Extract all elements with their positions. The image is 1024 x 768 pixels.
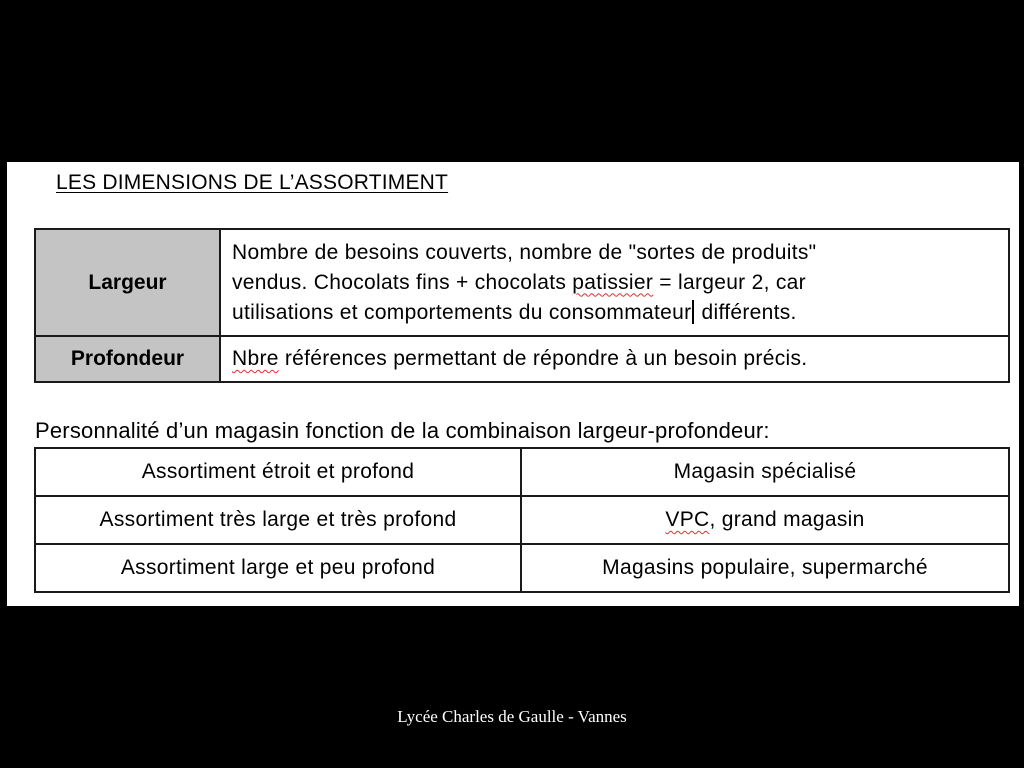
definition-largeur-line-2-start: vendus. Chocolats fins + chocolats	[232, 270, 573, 294]
term-profondeur: Profondeur	[35, 336, 220, 382]
definition-largeur-line-3	[232, 298, 1000, 328]
combination-table	[34, 447, 1010, 593]
combination-row	[35, 496, 1009, 544]
assortment-cell: Assortiment large et peu profond	[35, 544, 521, 592]
definition-largeur-line-3-end: différents.	[695, 300, 797, 324]
definition-largeur-line-1: Nombre de besoins couverts, nombre de "sortes de produits"	[232, 240, 817, 264]
document-image	[7, 162, 1019, 606]
slide-footer: Lycée Charles de Gaulle - Vannes	[397, 707, 627, 726]
dimensions-table	[34, 228, 1010, 383]
term-largeur: Largeur	[35, 229, 220, 336]
combination-row	[35, 544, 1009, 592]
assortment-cell: Assortiment très large et très profond	[35, 496, 521, 544]
assortment-cell: Assortiment étroit et profond	[35, 448, 521, 496]
spellcheck-word-nbre: Nbre	[232, 347, 279, 370]
combination-heading: Personnalité d’un magasin fonction de la combinaison largeur-profondeur:	[35, 418, 770, 443]
spellcheck-word-patissier: patissier	[572, 270, 654, 294]
definition-largeur-line-3-start: utilisations et comportements du consommateur	[232, 300, 692, 324]
combination-row	[35, 448, 1009, 496]
store-type-rest: , grand magasin	[709, 508, 865, 531]
definition-profondeur-rest: références permettant de répondre à un besoin précis.	[278, 347, 808, 370]
definition-largeur	[220, 229, 1009, 336]
spellcheck-word-vpc: VPC	[665, 508, 710, 531]
slide-title: LES DIMENSIONS DE L’ASSORTIMENT	[56, 171, 449, 194]
store-type-cell	[521, 496, 1009, 544]
definition-profondeur	[220, 336, 1009, 382]
store-type-cell: Magasins populaire, supermarché	[521, 544, 1009, 592]
store-type-cell: Magasin spécialisé	[521, 448, 1009, 496]
dimension-row-profondeur	[35, 336, 1009, 382]
definition-largeur-line-2-end: = largeur 2, car	[653, 270, 806, 294]
dimension-row-largeur	[35, 229, 1009, 336]
definition-largeur-line-2	[232, 268, 1000, 298]
